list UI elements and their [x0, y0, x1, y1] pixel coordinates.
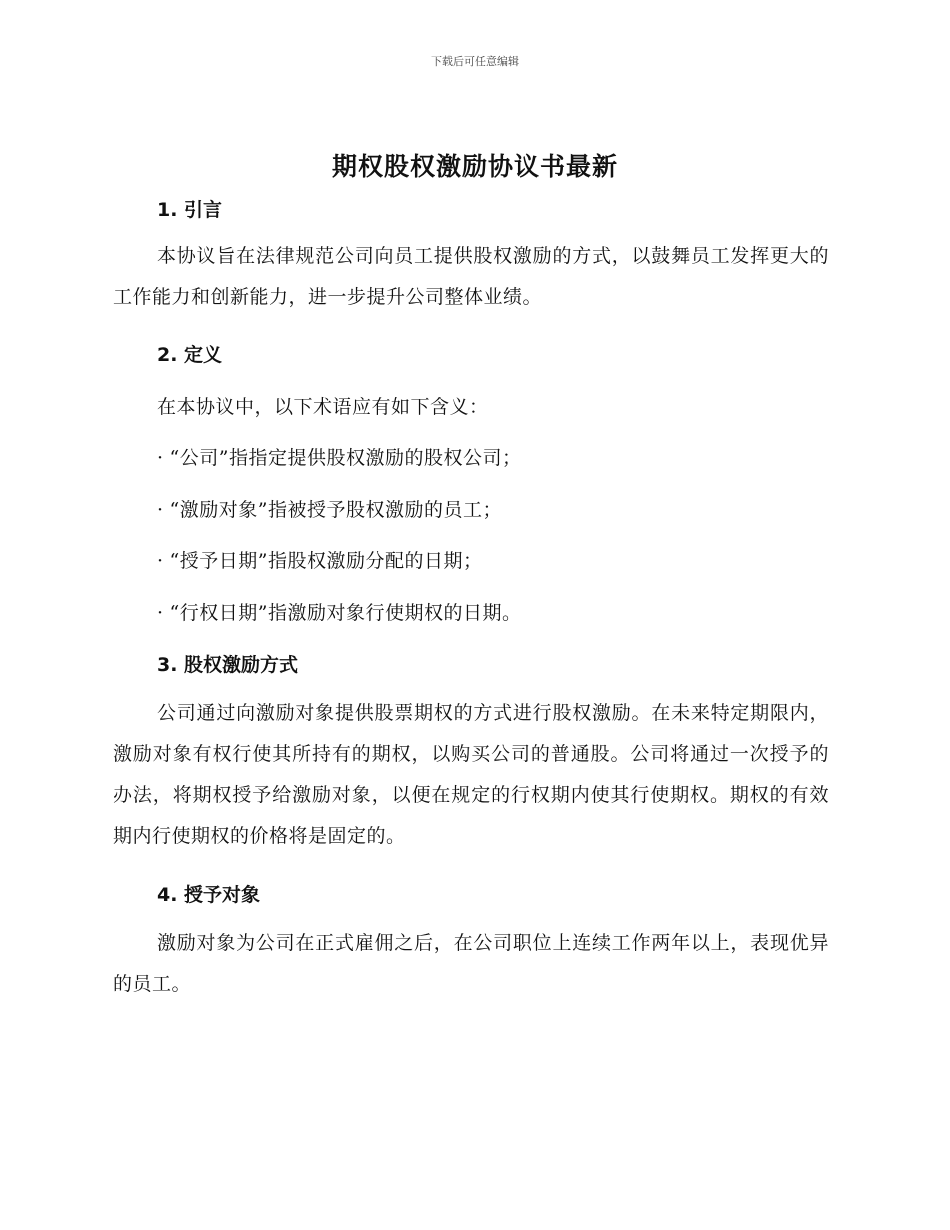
- section-heading-introduction: 1. 引言: [157, 199, 223, 221]
- definitions-intro: 在本协议中，以下术语应有如下含义：: [157, 396, 489, 418]
- definition-text: “激励对象”指被授予股权激励的员工；: [169, 499, 502, 521]
- bullet-dot: ·: [157, 447, 164, 469]
- definition-text: “授予日期”指股权激励分配的日期；: [169, 550, 483, 572]
- definition-text: “行权日期”指激励对象行使期权的日期。: [169, 602, 522, 624]
- section-heading-definitions: 2. 定义: [157, 344, 223, 366]
- definition-item: [157, 495, 502, 522]
- definition-item: [157, 443, 521, 470]
- definition-text: “公司”指指定提供股权激励的股权公司；: [169, 447, 522, 469]
- section-paragraph-incentive-method: 公司通过向激励对象提供股票期权的方式进行股权激励。在未来特定期限内，激励对象有权行使其所持有的期权，以购买公司的普通股。公司将通过一次授予的办法，将期权授予给激励对象，以便在规定的行权期内使其行使期权。期权的有效期内行使期权的价格将是固定的。: [113, 702, 829, 847]
- definition-item: [157, 546, 482, 573]
- definition-item: [157, 598, 521, 625]
- bullet-dot: ·: [157, 499, 164, 521]
- header-note: 下载后可任意编辑: [431, 55, 519, 68]
- bullet-dot: ·: [157, 602, 164, 624]
- bullet-dot: ·: [157, 550, 164, 572]
- section-paragraph-grant-recipients: 激励对象为公司在正式雇佣之后，在公司职位上连续工作两年以上，表现优异的员工。: [113, 932, 829, 995]
- section-paragraph-introduction: 本协议旨在法律规范公司向员工提供股权激励的方式，以鼓舞员工发挥更大的工作能力和创新能力，进一步提升公司整体业绩。: [113, 245, 829, 308]
- section-heading-incentive-method: 3. 股权激励方式: [157, 654, 299, 676]
- section-heading-grant-recipients: 4. 授予对象: [157, 884, 261, 906]
- document-title: 期权股权激励协议书最新: [331, 152, 618, 181]
